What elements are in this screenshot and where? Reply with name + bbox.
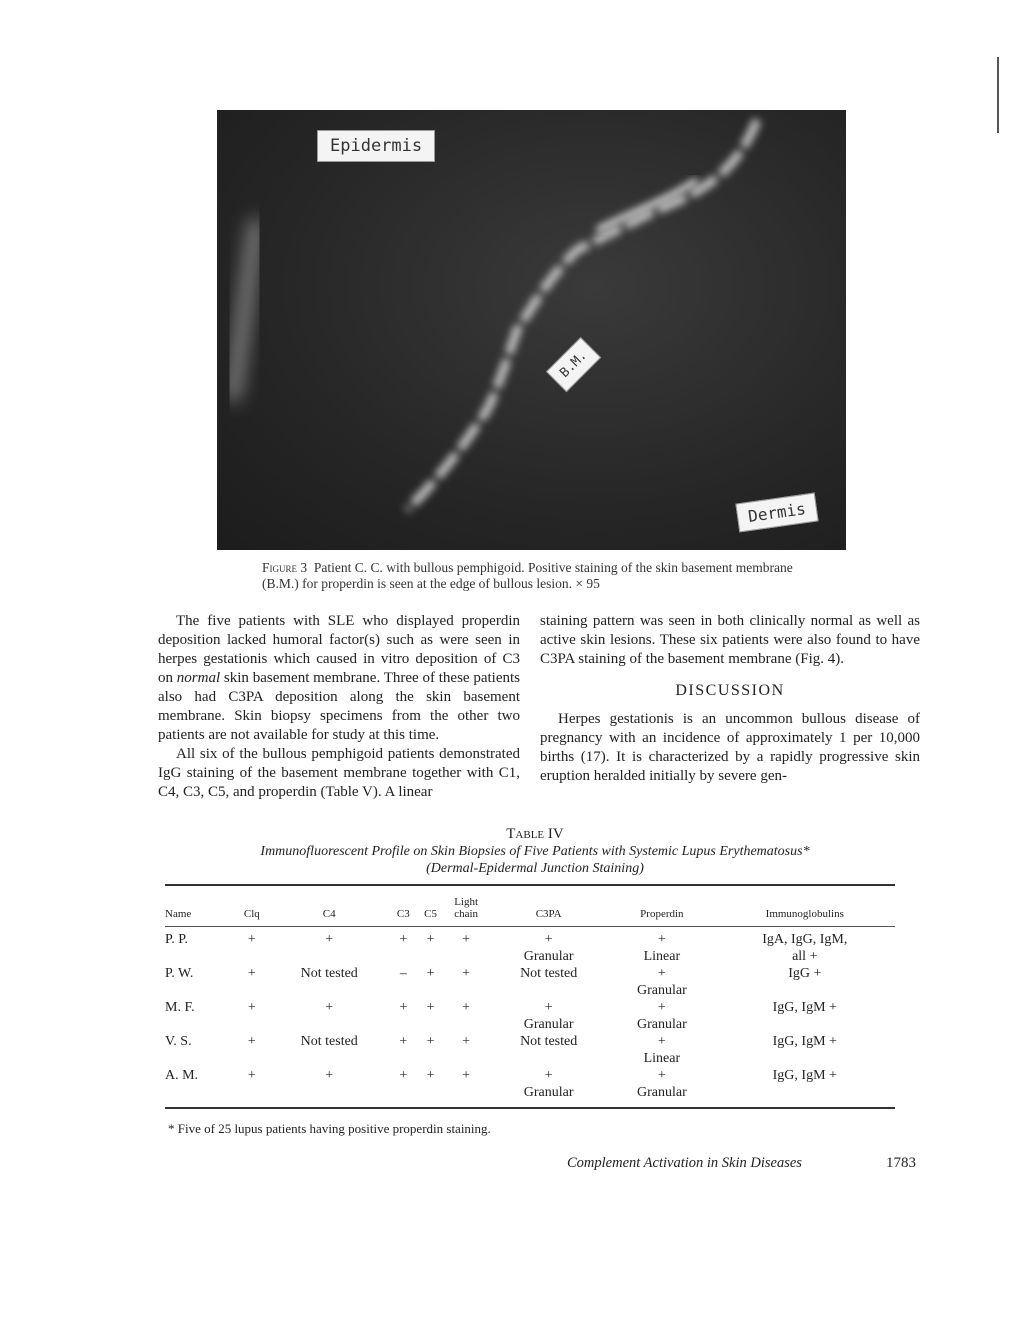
table-cell: + — [399, 1000, 408, 1015]
table-cell — [488, 1067, 609, 1108]
table-cell: + — [462, 1000, 471, 1015]
column-header: C3PA — [488, 885, 609, 927]
scan-artifact — [997, 57, 999, 133]
table-cell: Not tested — [300, 1034, 358, 1049]
table-cell — [715, 1067, 895, 1108]
table-row — [165, 1033, 895, 1067]
cell-line: Granular — [523, 1017, 574, 1032]
cell-line: Granular — [523, 949, 574, 964]
table-cell — [715, 927, 895, 966]
cell-line: + — [657, 966, 666, 981]
table-cell: A. M. — [165, 1067, 235, 1108]
cell-line: IgG, IgM + — [772, 1068, 837, 1083]
cell-line: all + — [792, 949, 818, 964]
caption-label: Figure 3 — [262, 560, 308, 575]
cell-line: Linear — [643, 1051, 681, 1066]
table-cell: M. F. — [165, 1000, 195, 1015]
cell-line — [488, 982, 609, 999]
cell-line: IgG, IgM + — [772, 1000, 837, 1015]
table-cell — [715, 1033, 895, 1067]
table-subtitle: (Dermal-Epidermal Junction Staining) — [426, 861, 644, 876]
text: The five patients with SLE who displayed properdin deposition lacked humoral factor(s) such as were seen in herpes gestationis which caused in vitro deposition of C3 on — [158, 613, 520, 686]
cell-line — [715, 1016, 895, 1033]
table-cell — [609, 927, 714, 966]
table-title-block — [160, 826, 910, 877]
column-header: C4 — [269, 885, 390, 927]
column-header: Immunoglobulins — [715, 885, 895, 927]
table-cell — [488, 927, 609, 966]
cell-line: + — [657, 1000, 666, 1015]
cell-line: + — [657, 932, 666, 947]
table-cell — [609, 999, 714, 1033]
table-cell — [609, 965, 714, 999]
cell-line: IgG + — [788, 966, 822, 981]
paragraph: Herpes gestationis is an uncommon bullous disease of pregnancy with an incidence of approximately 1 per 10,000 births (17). It is characterized by a rapidly progressive skin eruption heralded initially by severe gen- — [540, 711, 920, 784]
table-cell: + — [269, 1067, 390, 1108]
table-header-row — [165, 885, 895, 927]
caption-text: Patient C. C. with bullous pemphigoid. Positive staining of the skin basement membrane (B.M.) for properdin is seen at the edge of bullous lesion. × 95 — [262, 560, 793, 591]
table-cell — [609, 1033, 714, 1067]
label-dermis: Dermis — [735, 493, 818, 533]
cell-line: + — [544, 1068, 553, 1083]
table-cell: + — [247, 1000, 256, 1015]
table-cell: + — [399, 1034, 408, 1049]
cell-line: + — [657, 1068, 666, 1083]
emphasis: normal — [176, 670, 221, 686]
cell-line: Not tested — [520, 966, 578, 981]
paragraph: staining pattern was seen in both clinically normal as well as active skin lesions. These six patients were also found to have C3PA staining of the basement membrane (Fig. 4). — [540, 613, 920, 667]
paragraph: All six of the bullous pemphigoid patients demonstrated IgG staining of the basement membrane together with C1, C4, C3, C5, and properdin (Table V). A linear — [158, 746, 520, 800]
cell-line: + — [657, 1034, 666, 1049]
table-cell: + — [247, 932, 256, 947]
table-cell: + — [462, 1034, 471, 1049]
column-header: C5 — [417, 885, 444, 927]
cell-line: Granular — [636, 1017, 687, 1032]
table-cell: Not tested — [300, 966, 358, 981]
column-header: Name — [165, 885, 235, 927]
table-cell: + — [426, 1034, 435, 1049]
table-row — [165, 965, 895, 999]
cell-line — [715, 982, 895, 999]
table-cell: + — [247, 966, 256, 981]
right-column — [540, 612, 920, 786]
table-cell: P. W. — [165, 966, 194, 981]
table-cell — [715, 965, 895, 999]
cell-line: IgG, IgM + — [772, 1034, 837, 1049]
table-cell: + — [235, 1067, 269, 1108]
table-footnote: * Five of 25 lupus patients having positive properdin staining. — [168, 1121, 491, 1136]
table-cell: + — [426, 932, 435, 947]
label-basement-membrane: B.M. — [546, 337, 601, 392]
fluorescent-membrane-image — [217, 110, 846, 550]
table-cell: V. S. — [165, 1034, 192, 1049]
table-cell: – — [399, 966, 407, 981]
cell-line: Granular — [636, 1085, 687, 1100]
table-cell: P. P. — [165, 932, 188, 947]
label-epidermis: Epidermis — [317, 130, 435, 162]
table-iv — [165, 884, 895, 1109]
column-header: Clq — [235, 885, 269, 927]
table-cell: + — [426, 1000, 435, 1015]
table-row — [165, 927, 895, 966]
cell-line: Not tested — [520, 1034, 578, 1049]
paragraph — [158, 612, 520, 745]
table-cell: + — [462, 932, 471, 947]
table-cell: + — [399, 932, 408, 947]
table-cell: + — [462, 966, 471, 981]
cell-line — [715, 1084, 895, 1101]
table-cell: + — [247, 1034, 256, 1049]
cell-line — [488, 1050, 609, 1067]
figure-caption — [262, 560, 832, 592]
table-cell — [488, 1033, 609, 1067]
figure-3-micrograph — [217, 110, 846, 550]
cell-line: + — [544, 1000, 553, 1015]
cell-line: Linear — [643, 949, 681, 964]
page-number: 1783 — [886, 1155, 916, 1171]
column-header: Properdin — [609, 885, 714, 927]
table-cell: + — [390, 1067, 417, 1108]
cell-line — [715, 1050, 895, 1067]
cell-line: Granular — [523, 1085, 574, 1100]
table-row — [165, 1067, 895, 1108]
table-cell — [715, 999, 895, 1033]
running-title: Complement Activation in Skin Diseases — [567, 1155, 802, 1171]
table-cell: + — [325, 932, 334, 947]
table-cell: + — [444, 1067, 488, 1108]
table-cell: + — [417, 1067, 444, 1108]
table-cell — [488, 999, 609, 1033]
cell-line: + — [544, 932, 553, 947]
table-cell: + — [426, 966, 435, 981]
table-label: Table IV — [506, 826, 564, 842]
table-row — [165, 999, 895, 1033]
column-header: C3 — [390, 885, 417, 927]
cell-line: Granular — [636, 983, 687, 998]
text: skin basement membrane. Three of these patients also had C3PA deposition along the skin basement membrane. Skin biopsy specimens from the other two patients are not available for study at this time. — [158, 670, 520, 743]
cell-line: IgA, IgG, IgM, — [762, 932, 848, 947]
left-column — [158, 612, 520, 802]
table-cell: + — [325, 1000, 334, 1015]
table-cell — [609, 1067, 714, 1108]
table-title: Immunofluorescent Profile on Skin Biopsies of Five Patients with Systemic Lupus Erythematosus* — [260, 844, 810, 859]
section-heading: DISCUSSION — [675, 682, 785, 699]
column-header: Light chain — [444, 885, 488, 927]
table-cell — [488, 965, 609, 999]
